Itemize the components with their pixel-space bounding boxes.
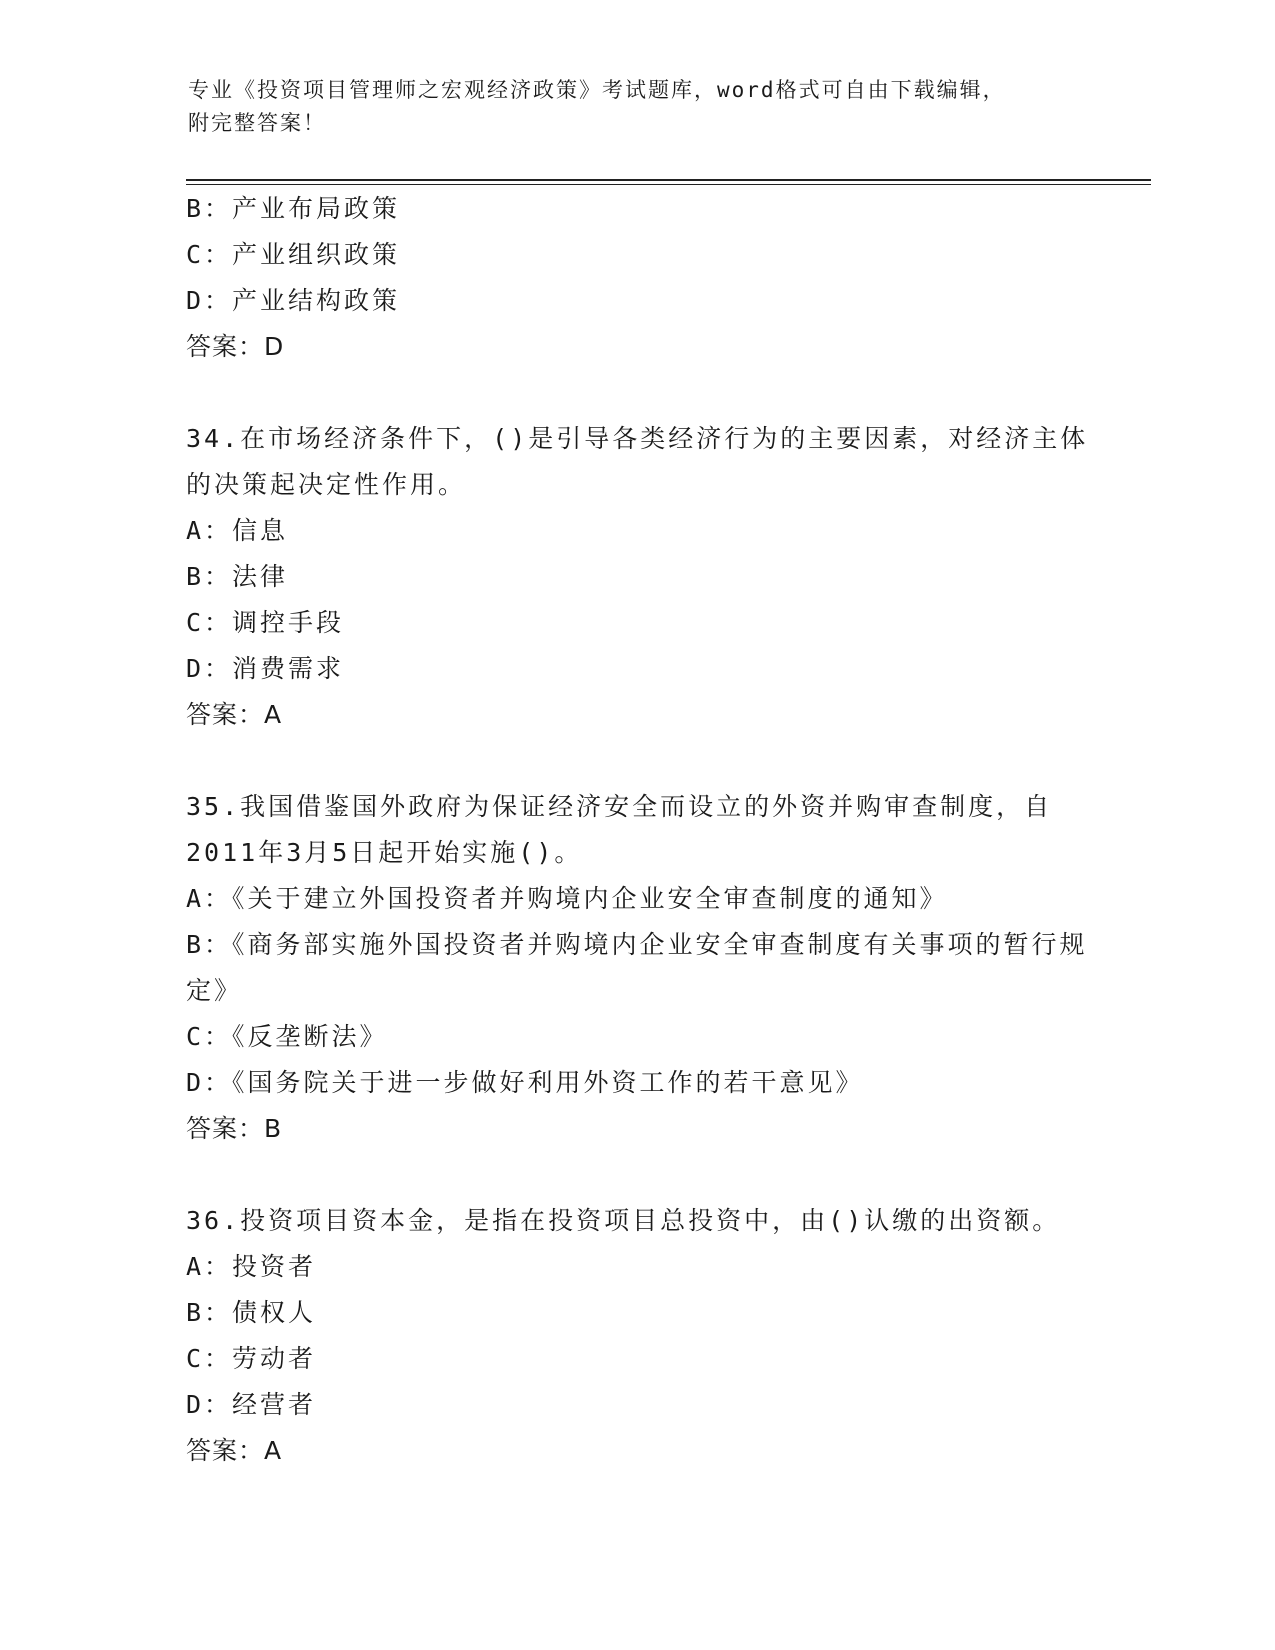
answer-value: D — [264, 332, 285, 361]
answer-label: 答案： — [186, 1114, 265, 1143]
spacer — [186, 738, 1106, 784]
option-b: B：债权人 — [186, 1298, 317, 1327]
option-d: D：经营者 — [186, 1390, 317, 1419]
option-a: A：投资者 — [186, 1252, 317, 1281]
question-text: 34.在市场经济条件下，()是引导各类经济行为的主要因素，对经济主体的决策起决定性作用。 — [186, 424, 1089, 499]
answer-line — [186, 324, 1106, 370]
answer-line — [186, 1106, 1106, 1152]
option-c: C：《反垄断法》 — [186, 1022, 388, 1051]
header-divider-thick — [186, 179, 1151, 181]
answer-line — [186, 692, 1106, 738]
option-b: B：《商务部实施外国投资者并购境内企业安全审查制度有关事项的暂行规定》 — [186, 930, 1088, 1005]
option-c: C：劳动者 — [186, 1344, 317, 1373]
question-33 — [186, 186, 1106, 370]
header-line-2: 附完整答案！ — [188, 111, 326, 135]
option-b: B：法律 — [186, 562, 289, 591]
answer-value: B — [264, 1114, 283, 1143]
question-35 — [186, 784, 1106, 1152]
option-c: C：产业组织政策 — [186, 240, 401, 269]
spacer — [186, 370, 1106, 416]
option-a: A：《关于建立外国投资者并购境内企业安全审查制度的通知》 — [186, 884, 948, 913]
answer-label: 答案： — [186, 1436, 265, 1465]
question-34 — [186, 416, 1106, 738]
question-text: 35.我国借鉴国外政府为保证经济安全而设立的外资并购审查制度，自2011年3月5日起开始实施()。 — [186, 792, 1053, 867]
option-d: D：消费需求 — [186, 654, 345, 683]
option-d: D：《国务院关于进一步做好利用外资工作的若干意见》 — [186, 1068, 864, 1097]
option-b: B：产业布局政策 — [186, 194, 401, 223]
question-36 — [186, 1198, 1106, 1474]
header-divider-thin — [186, 184, 1151, 185]
question-list — [186, 186, 1106, 1474]
option-a: A：信息 — [186, 516, 289, 545]
document-header — [188, 74, 1068, 140]
spacer — [186, 1152, 1106, 1198]
question-text: 36.投资项目资本金，是指在投资项目总投资中，由()认缴的出资额。 — [186, 1206, 1061, 1235]
option-d: D：产业结构政策 — [186, 286, 401, 315]
option-c: C：调控手段 — [186, 608, 345, 637]
answer-label: 答案： — [186, 332, 265, 361]
answer-value: A — [264, 700, 283, 729]
answer-line — [186, 1428, 1106, 1474]
answer-value: A — [264, 1436, 283, 1465]
header-line-1: 专业《投资项目管理师之宏观经济政策》考试题库，word格式可自由下载编辑， — [188, 78, 1006, 102]
answer-label: 答案： — [186, 700, 265, 729]
